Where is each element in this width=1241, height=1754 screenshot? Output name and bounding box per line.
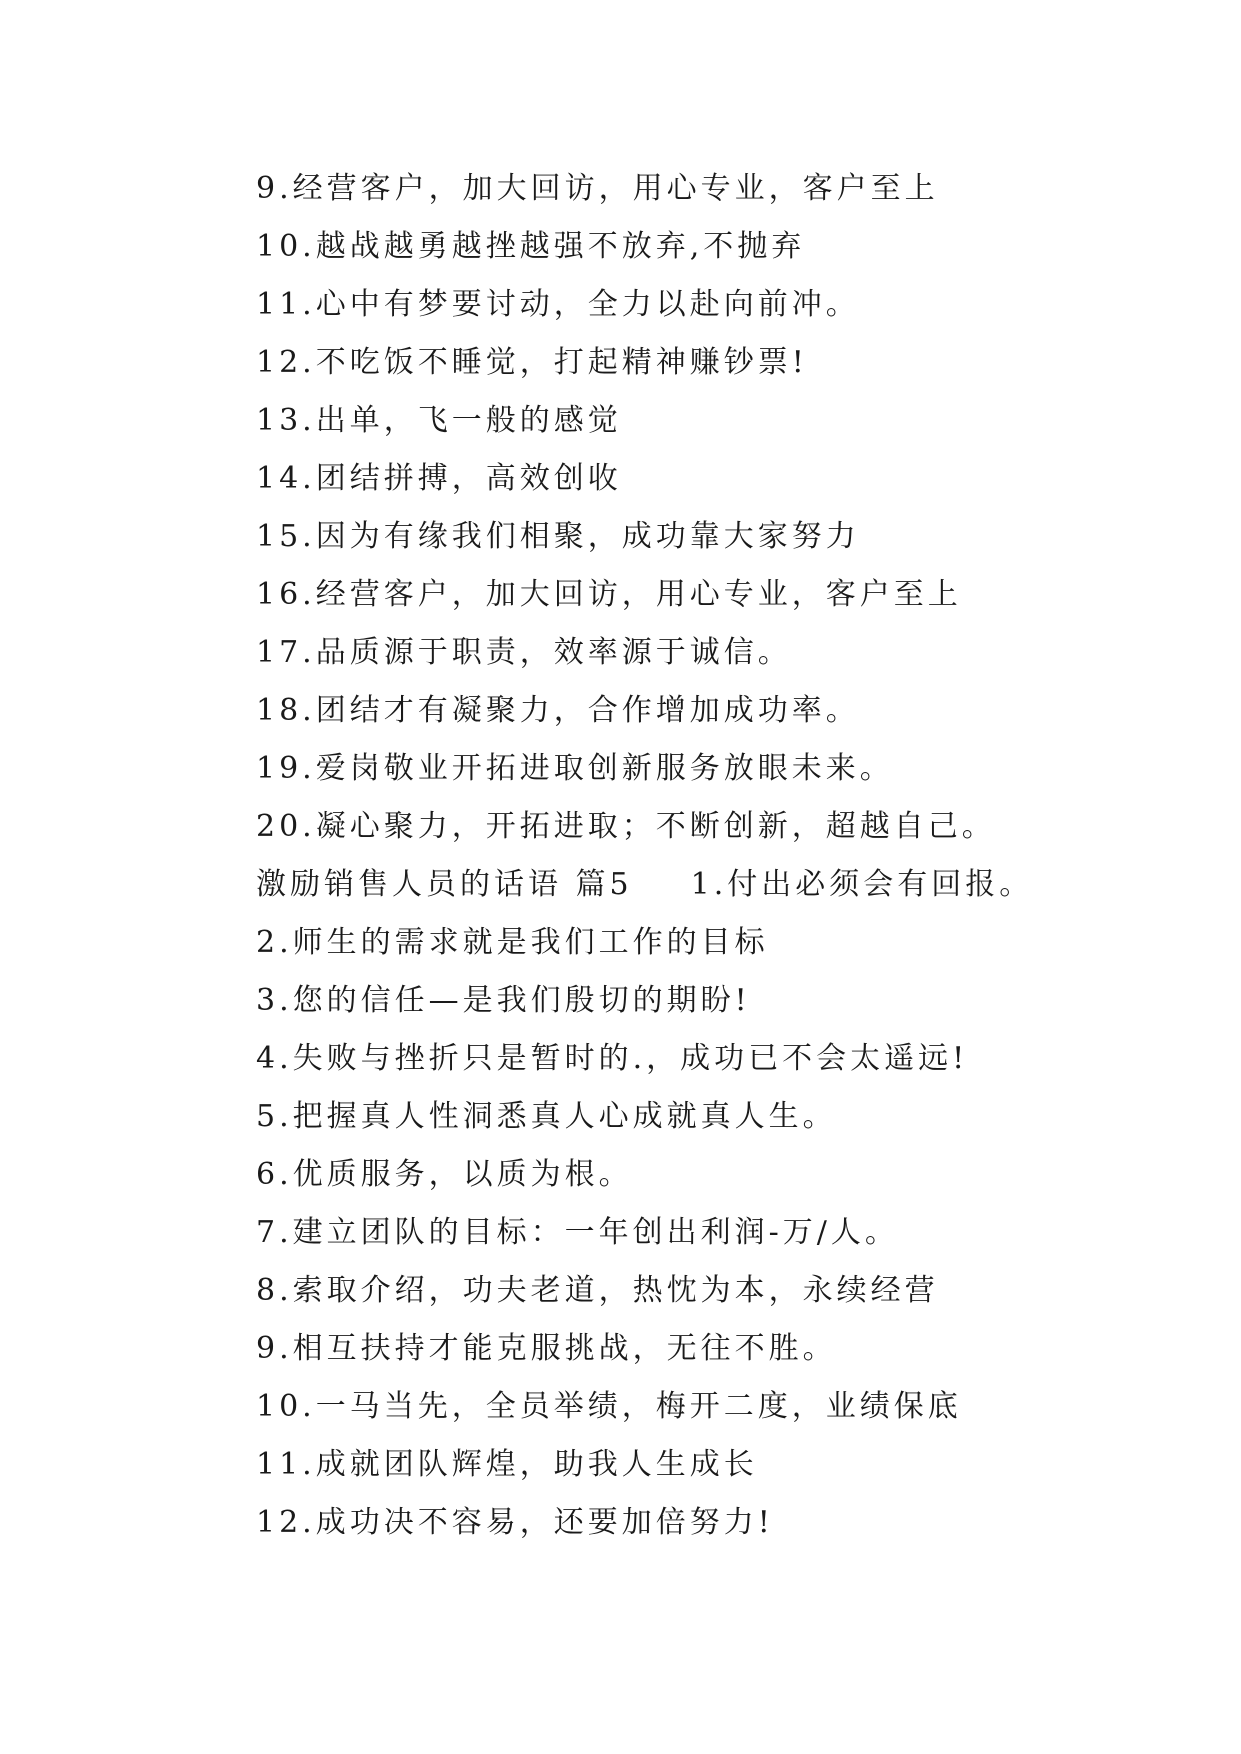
section-heading: 激励销售人员的话语 篇5	[256, 867, 633, 902]
list-item: 8.索取介绍，功夫老道，热忱为本，永续经营	[256, 1273, 939, 1308]
list-item: 11.成就团队辉煌，助我人生成长	[256, 1447, 758, 1482]
list-item: 19.爱岗敬业开拓进取创新服务放眼未来。	[256, 751, 894, 786]
list-item: 12.成功决不容易，还要加倍努力!	[256, 1505, 774, 1540]
list-item: 5.把握真人性洞悉真人心成就真人生。	[256, 1099, 837, 1134]
section-first-item: 1.付出必须会有回报。	[690, 867, 1034, 902]
list-item: 15.因为有缘我们相聚，成功靠大家努力	[256, 519, 860, 554]
list-item: 7.建立团队的目标：一年创出利润-万/人。	[256, 1215, 899, 1250]
list-item: 20.凝心聚力，开拓进取；不断创新，超越自己。	[256, 809, 996, 844]
document-body	[256, 160, 1156, 1552]
section-heading-line	[256, 856, 1156, 914]
list-item: 12.不吃饭不睡觉，打起精神赚钞票!	[256, 345, 808, 380]
list-item: 4.失败与挫折只是暂时的.，成功已不会太遥远!	[256, 1041, 969, 1076]
list-item: 6.优质服务，以质为根。	[256, 1157, 633, 1192]
list-item: 17.品质源于职责，效率源于诚信。	[256, 635, 792, 670]
list-item: 9.经营客户，加大回访，用心专业，客户至上	[256, 171, 939, 206]
list-item: 10.越战越勇越挫越强不放弃,不抛弃	[256, 229, 806, 264]
list-item: 9.相互扶持才能克服挑战，无往不胜。	[256, 1331, 837, 1366]
list-item: 14.团结拼搏，高效创收	[256, 461, 622, 496]
list-item: 18.团结才有凝聚力，合作增加成功率。	[256, 693, 860, 728]
list-item: 10.一马当先，全员举绩，梅开二度，业绩保底	[256, 1389, 962, 1424]
list-item: 2.师生的需求就是我们工作的目标	[256, 925, 769, 960]
list-item: 13.出单，飞一般的感觉	[256, 403, 622, 438]
list-item: 3.您的信任—是我们殷切的期盼!	[256, 983, 751, 1018]
list-item: 16.经营客户，加大回访，用心专业，客户至上	[256, 577, 962, 612]
list-item: 11.心中有梦要讨动，全力以赴向前冲。	[256, 287, 860, 322]
